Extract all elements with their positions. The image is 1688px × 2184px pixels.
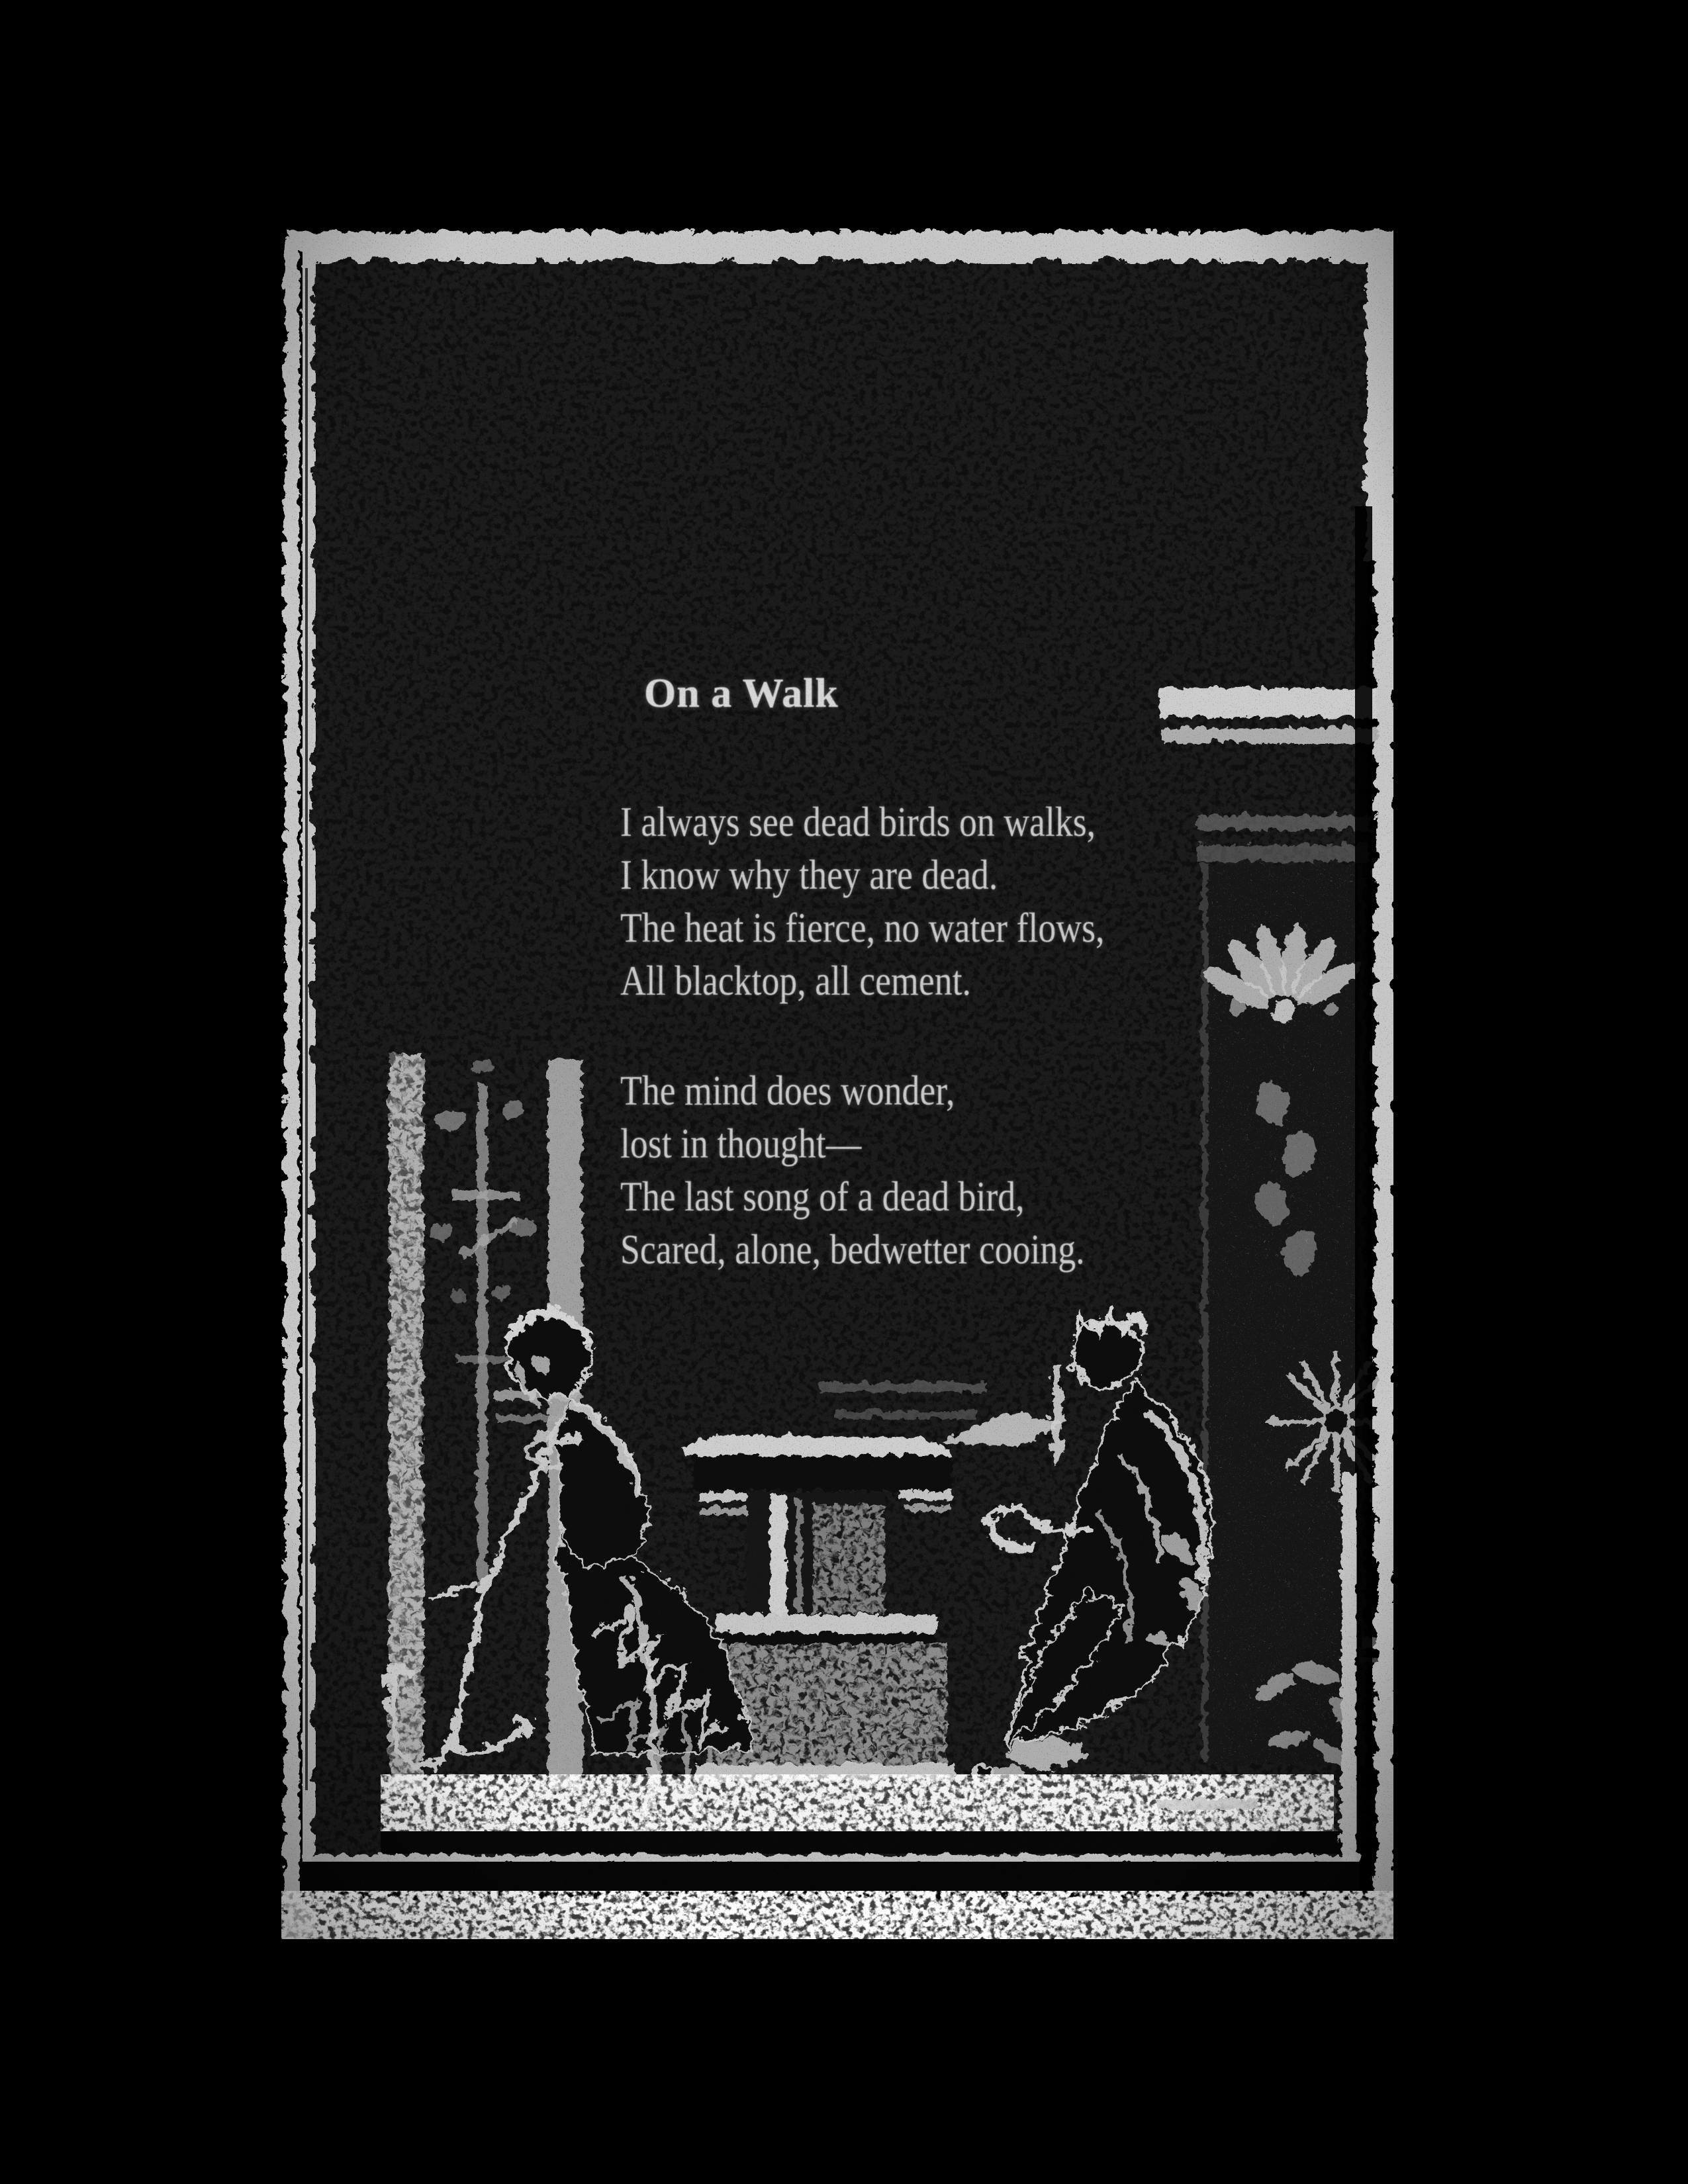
poem-line: Scared, alone, bedwetter cooing. xyxy=(620,1226,1085,1273)
poem-line: lost in thought— xyxy=(620,1120,862,1167)
text-layer xyxy=(281,228,1393,1939)
poem-stanza-1 xyxy=(620,796,1165,1007)
poem-line: I always see dead birds on walks, xyxy=(620,798,1096,845)
poem-line: The heat is fierce, no water flows, xyxy=(620,904,1105,951)
poem-stanza-2 xyxy=(620,1064,1165,1276)
poem-line: I know why they are dead. xyxy=(620,851,998,898)
framed-photo-print xyxy=(281,228,1393,1939)
poem-title: On a Walk xyxy=(644,671,839,716)
poem-line: All blacktop, all cement. xyxy=(620,957,971,1004)
poem-line: The last song of a dead bird, xyxy=(620,1173,1025,1220)
poem-line: The mind does wonder, xyxy=(620,1067,955,1114)
